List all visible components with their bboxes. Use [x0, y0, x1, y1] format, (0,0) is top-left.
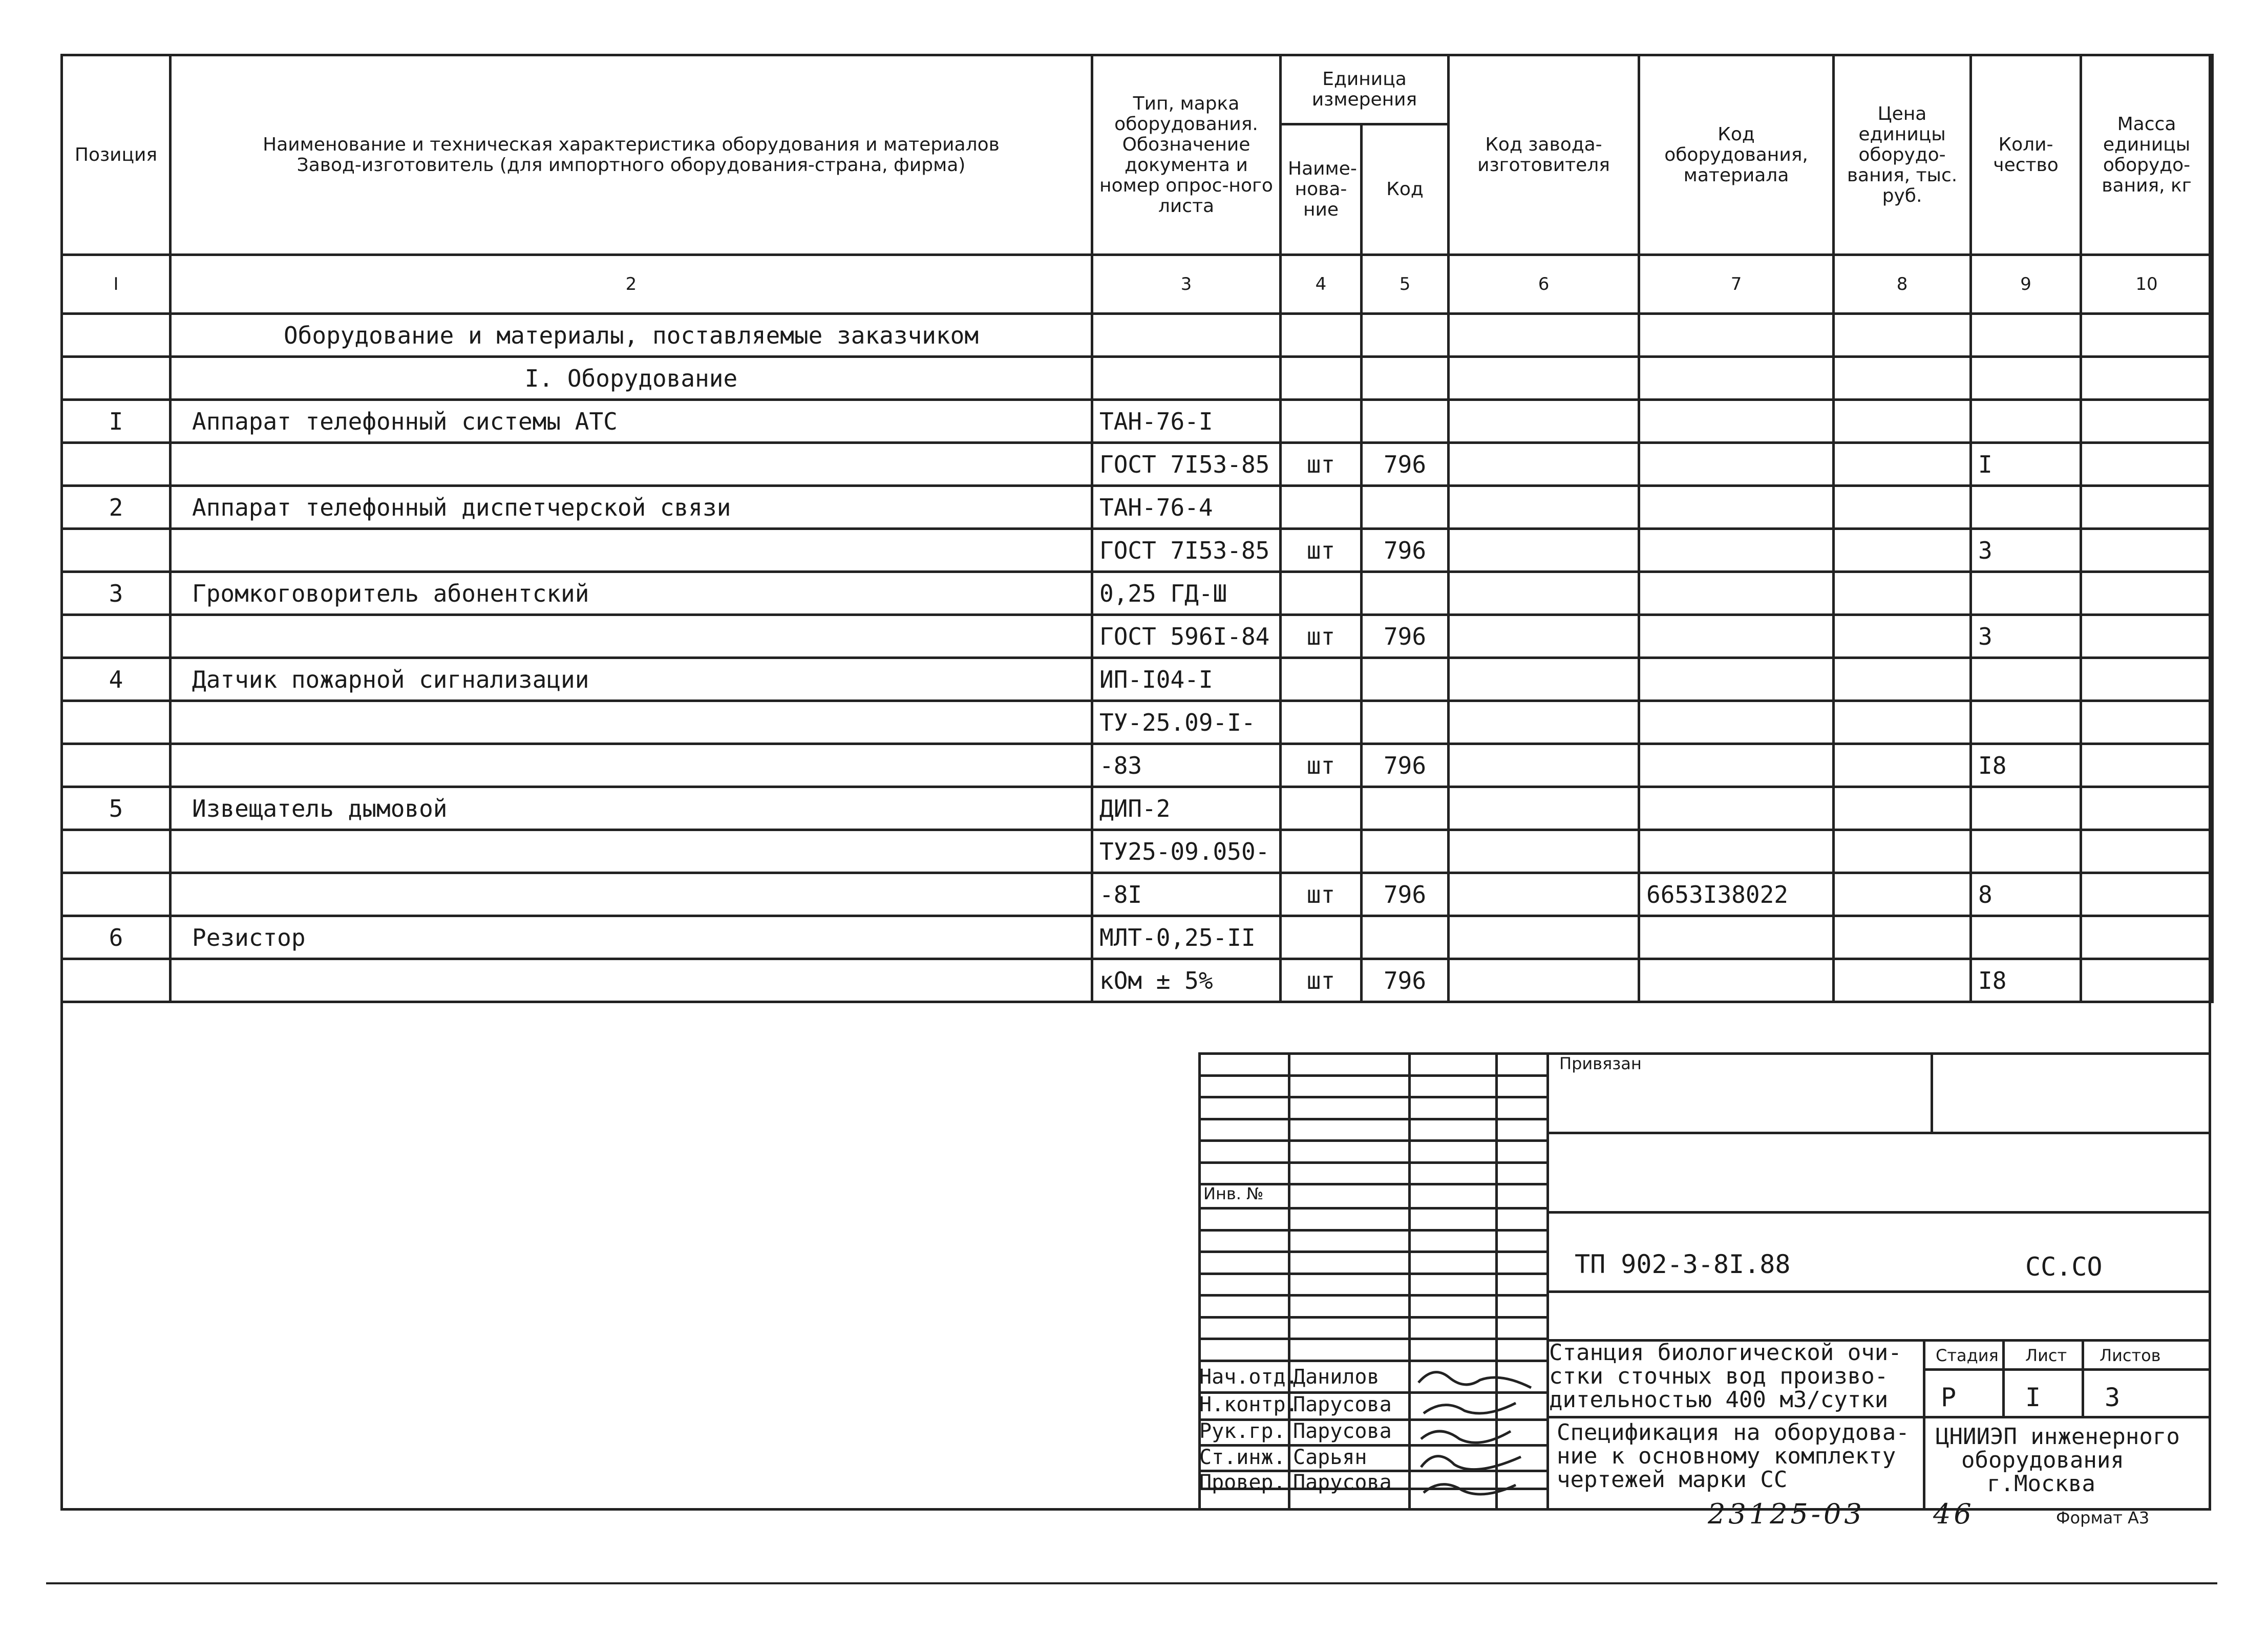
cell-code — [1362, 400, 1449, 443]
cell-qty — [1971, 572, 2081, 615]
table-row — [62, 314, 2213, 357]
cell-pos: 5 — [62, 787, 171, 830]
format-label: Формат А3 — [2056, 1508, 2150, 1528]
cell-equip — [1639, 701, 1834, 744]
cell-type: 0,25 ГД-Ш — [1092, 572, 1281, 615]
cell-equip — [1639, 486, 1834, 529]
header-unit-name: Наиме-нова-ние — [1281, 124, 1362, 255]
cell-mass — [2081, 615, 2213, 658]
cell-equip — [1639, 615, 1834, 658]
object-title-line-1: Станция биологической очи- — [1549, 1340, 1902, 1366]
cell-name — [171, 873, 1092, 916]
cell-type: ТАН-76-4 — [1092, 486, 1281, 529]
cell-unit — [1281, 787, 1362, 830]
cell-qty — [1971, 787, 2081, 830]
stage-value: Р — [1941, 1383, 1957, 1412]
cell-mass — [2081, 658, 2213, 701]
cell-type: ДИП-2 — [1092, 787, 1281, 830]
sheets-value: 3 — [2105, 1383, 2121, 1412]
cell-qty — [1971, 658, 2081, 701]
cell-qty: 8 — [1971, 873, 2081, 916]
cell-price — [1834, 658, 1971, 701]
cell-code — [1362, 357, 1449, 400]
table-row — [62, 658, 2213, 701]
cell-pos — [62, 314, 171, 357]
cell-maker — [1449, 830, 1639, 873]
cell-pos — [62, 744, 171, 787]
cell-code: 796 — [1362, 443, 1449, 486]
cell-unit — [1281, 658, 1362, 701]
cell-name: I. Оборудование — [171, 357, 1092, 400]
cell-maker — [1449, 443, 1639, 486]
cell-name — [171, 744, 1092, 787]
sheet-label: Лист — [2025, 1346, 2067, 1365]
cell-price — [1834, 400, 1971, 443]
cell-name — [171, 959, 1092, 1002]
cell-code: 796 — [1362, 959, 1449, 1002]
table-row — [62, 916, 2213, 959]
cell-code: 796 — [1362, 529, 1449, 572]
cell-pos — [62, 701, 171, 744]
staff-role-4: Ст.инж. — [1199, 1446, 1286, 1469]
cell-type — [1092, 314, 1281, 357]
cell-qty: I8 — [1971, 744, 2081, 787]
cell-maker — [1449, 615, 1639, 658]
cell-price — [1834, 787, 1971, 830]
cell-pos — [62, 443, 171, 486]
cell-unit: шт — [1281, 873, 1362, 916]
document-mark: СС.СО — [2025, 1252, 2103, 1282]
cell-name — [171, 615, 1092, 658]
cell-qty — [1971, 916, 2081, 959]
cell-mass — [2081, 830, 2213, 873]
header-price: Цена единицы оборудо-вания, тыс. руб. — [1834, 55, 1971, 255]
cell-pos — [62, 357, 171, 400]
cell-qty — [1971, 486, 2081, 529]
cell-price — [1834, 916, 1971, 959]
cell-type: ИП-I04-I — [1092, 658, 1281, 701]
cell-name: Аппарат телефонный системы АТС — [171, 400, 1092, 443]
table-row — [62, 486, 2213, 529]
inventory-number-label: Инв. № — [1203, 1184, 1264, 1203]
cell-pos: I — [62, 400, 171, 443]
sheets-label: Листов — [2100, 1346, 2161, 1365]
cell-maker — [1449, 486, 1639, 529]
header-type: Тип, марка оборудования. Обозначение документа и номер опрос-ного листа — [1092, 55, 1281, 255]
cell-maker — [1449, 529, 1639, 572]
cell-price — [1834, 529, 1971, 572]
cell-code — [1362, 830, 1449, 873]
cell-qty: I — [1971, 443, 2081, 486]
specification-rows — [62, 314, 2213, 1002]
object-title-line-3: дительностью 400 м3/сутки — [1549, 1387, 1889, 1413]
cell-price — [1834, 486, 1971, 529]
cell-code — [1362, 701, 1449, 744]
cell-unit — [1281, 701, 1362, 744]
cell-price — [1834, 744, 1971, 787]
header-position: Позиция — [62, 55, 171, 255]
col-number-5: 5 — [1362, 255, 1449, 314]
cell-maker — [1449, 314, 1639, 357]
cell-unit — [1281, 357, 1362, 400]
cell-equip — [1639, 529, 1834, 572]
cell-code — [1362, 658, 1449, 701]
col-number-10: 10 — [2081, 255, 2213, 314]
cell-pos — [62, 529, 171, 572]
cell-mass — [2081, 443, 2213, 486]
cell-unit: шт — [1281, 959, 1362, 1002]
cell-mass — [2081, 314, 2213, 357]
cell-pos: 3 — [62, 572, 171, 615]
cell-name — [171, 701, 1092, 744]
cell-code: 796 — [1362, 873, 1449, 916]
drawing-title-line-1: Спецификация на оборудова- — [1557, 1419, 1910, 1446]
cell-equip — [1639, 357, 1834, 400]
header-quantity: Коли-чество — [1971, 55, 2081, 255]
signatures — [1413, 1362, 1546, 1508]
cell-unit — [1281, 314, 1362, 357]
cell-mass — [2081, 357, 2213, 400]
cell-mass — [2081, 400, 2213, 443]
cell-maker — [1449, 873, 1639, 916]
cell-code — [1362, 787, 1449, 830]
staff-name-5: Парусова — [1293, 1471, 1392, 1494]
cell-mass — [2081, 916, 2213, 959]
cell-equip — [1639, 314, 1834, 357]
cell-name — [171, 830, 1092, 873]
cell-qty — [1971, 830, 2081, 873]
object-title-line-2: стки сточных вод произво- — [1549, 1363, 1889, 1389]
cell-price — [1834, 443, 1971, 486]
cell-code — [1362, 572, 1449, 615]
cell-name: Громкоговоритель абонентский — [171, 572, 1092, 615]
cell-qty: 3 — [1971, 615, 2081, 658]
cell-type: ТУ25-09.050- — [1092, 830, 1281, 873]
cell-qty — [1971, 701, 2081, 744]
cell-mass — [2081, 873, 2213, 916]
cell-name — [171, 529, 1092, 572]
cell-unit — [1281, 486, 1362, 529]
cell-pos: 6 — [62, 916, 171, 959]
col-number-4: 4 — [1281, 255, 1362, 314]
cell-equip — [1639, 572, 1834, 615]
table-row — [62, 830, 2213, 873]
cell-code: 796 — [1362, 615, 1449, 658]
cell-mass — [2081, 529, 2213, 572]
table-row — [62, 787, 2213, 830]
specification-table — [60, 54, 2214, 1003]
staff-role-5: Провер. — [1199, 1471, 1286, 1494]
organization-line-2: оборудования — [1961, 1447, 2124, 1473]
col-number-8: 8 — [1834, 255, 1971, 314]
cell-qty: 3 — [1971, 529, 2081, 572]
attached-label: Привязан — [1559, 1054, 1642, 1073]
cell-pos — [62, 615, 171, 658]
cell-unit — [1281, 400, 1362, 443]
cell-unit: шт — [1281, 443, 1362, 486]
cell-type: ГОСТ 7I53-85 — [1092, 529, 1281, 572]
cell-code: 796 — [1362, 744, 1449, 787]
table-row — [62, 615, 2213, 658]
cell-qty: I8 — [1971, 959, 2081, 1002]
staff-name-2: Парусова — [1293, 1393, 1392, 1416]
staff-role-1: Нач.отд. — [1199, 1365, 1298, 1389]
table-row — [62, 873, 2213, 916]
cell-equip — [1639, 830, 1834, 873]
cell-pos — [62, 959, 171, 1002]
col-number-7: 7 — [1639, 255, 1834, 314]
cell-mass — [2081, 959, 2213, 1002]
cell-qty — [1971, 357, 2081, 400]
cell-name: Резистор — [171, 916, 1092, 959]
cell-equip — [1639, 443, 1834, 486]
cell-type: ГОСТ 596I-84 — [1092, 615, 1281, 658]
cell-equip — [1639, 744, 1834, 787]
cell-pos — [62, 873, 171, 916]
cell-unit — [1281, 830, 1362, 873]
stage-label: Стадия — [1936, 1346, 1999, 1365]
cell-mass — [2081, 787, 2213, 830]
cell-pos: 2 — [62, 486, 171, 529]
cell-type — [1092, 357, 1281, 400]
cell-maker — [1449, 572, 1639, 615]
cell-maker — [1449, 400, 1639, 443]
cell-equip — [1639, 959, 1834, 1002]
header-equip-code: Код оборудования, материала — [1639, 55, 1834, 255]
cell-pos: 4 — [62, 658, 171, 701]
cell-price — [1834, 873, 1971, 916]
organization-line-1: ЦНИИЭП инженерного — [1936, 1424, 2180, 1450]
staff-role-3: Рук.гр. — [1199, 1419, 1286, 1443]
cell-price — [1834, 701, 1971, 744]
cell-code — [1362, 916, 1449, 959]
cell-unit: шт — [1281, 529, 1362, 572]
table-row — [62, 529, 2213, 572]
cell-mass — [2081, 701, 2213, 744]
cell-price — [1834, 959, 1971, 1002]
cell-price — [1834, 314, 1971, 357]
cell-code — [1362, 314, 1449, 357]
cell-equip: 6653I38022 — [1639, 873, 1834, 916]
cell-price — [1834, 357, 1971, 400]
table-row — [62, 443, 2213, 486]
cell-type: ТУ-25.09-I- — [1092, 701, 1281, 744]
table-row — [62, 357, 2213, 400]
cell-type: -8I — [1092, 873, 1281, 916]
table-row — [62, 572, 2213, 615]
cell-type: -83 — [1092, 744, 1281, 787]
table-row — [62, 744, 2213, 787]
cell-pos — [62, 830, 171, 873]
cell-unit: шт — [1281, 615, 1362, 658]
bottom-rule — [46, 1582, 2217, 1584]
header-unit-code: Код — [1362, 124, 1449, 255]
cell-equip — [1639, 916, 1834, 959]
cell-price — [1834, 830, 1971, 873]
cell-mass — [2081, 486, 2213, 529]
header-maker-code: Код завода-изготовителя — [1449, 55, 1639, 255]
table-row — [62, 701, 2213, 744]
cell-name: Аппарат телефонный диспетчерской связи — [171, 486, 1092, 529]
cell-type: ТАН-76-I — [1092, 400, 1281, 443]
cell-name: Оборудование и материалы, поставляемые заказчиком — [171, 314, 1092, 357]
cell-name: Извещатель дымовой — [171, 787, 1092, 830]
header-name: Наименование и техническая характеристика оборудования и материалов Завод-изготовитель (для импортного оборудования-страна, фирма) — [171, 55, 1092, 255]
handwritten-page-number: 46 — [1933, 1498, 1975, 1530]
cell-price — [1834, 615, 1971, 658]
drawing-title-line-2: ние к основному комплекту — [1557, 1443, 1896, 1469]
sheet-value: I — [2025, 1383, 2041, 1412]
staff-name-1: Данилов — [1293, 1365, 1380, 1389]
staff-name-3: Парусова — [1293, 1419, 1392, 1443]
cell-qty — [1971, 400, 2081, 443]
cell-price — [1834, 572, 1971, 615]
cell-maker — [1449, 916, 1639, 959]
organization-line-3: г.Москва — [1987, 1471, 2095, 1497]
staff-role-2: Н.контр. — [1199, 1393, 1298, 1416]
document-code: ТП 902-3-8I.88 — [1575, 1249, 1791, 1279]
col-number-1: I — [62, 255, 171, 314]
cell-equip — [1639, 400, 1834, 443]
table-row — [62, 959, 2213, 1002]
cell-equip — [1639, 787, 1834, 830]
cell-unit — [1281, 916, 1362, 959]
col-number-6: 6 — [1449, 255, 1639, 314]
staff-name-4: Сарьян — [1293, 1446, 1367, 1469]
cell-maker — [1449, 787, 1639, 830]
header-unit: Единица измерения — [1281, 55, 1449, 124]
cell-maker — [1449, 959, 1639, 1002]
cell-type: МЛТ-0,25-II — [1092, 916, 1281, 959]
table-row — [62, 400, 2213, 443]
cell-code — [1362, 486, 1449, 529]
col-number-9: 9 — [1971, 255, 2081, 314]
cell-qty — [1971, 314, 2081, 357]
cell-mass — [2081, 572, 2213, 615]
drawing-title-line-3: чертежей марки СС — [1557, 1467, 1788, 1493]
cell-mass — [2081, 744, 2213, 787]
cell-maker — [1449, 701, 1639, 744]
cell-name: Датчик пожарной сигнализации — [171, 658, 1092, 701]
cell-unit — [1281, 572, 1362, 615]
col-number-2: 2 — [171, 255, 1092, 314]
cell-type: ГОСТ 7I53-85 — [1092, 443, 1281, 486]
cell-type: кОм ± 5% — [1092, 959, 1281, 1002]
cell-unit: шт — [1281, 744, 1362, 787]
cell-maker — [1449, 658, 1639, 701]
handwritten-archive-number: 23125-03 — [1708, 1498, 1865, 1530]
header-mass: Масса единицы оборудо-вания, кг — [2081, 55, 2213, 255]
col-number-3: 3 — [1092, 255, 1281, 314]
cell-maker — [1449, 357, 1639, 400]
cell-name — [171, 443, 1092, 486]
cell-equip — [1639, 658, 1834, 701]
cell-maker — [1449, 744, 1639, 787]
